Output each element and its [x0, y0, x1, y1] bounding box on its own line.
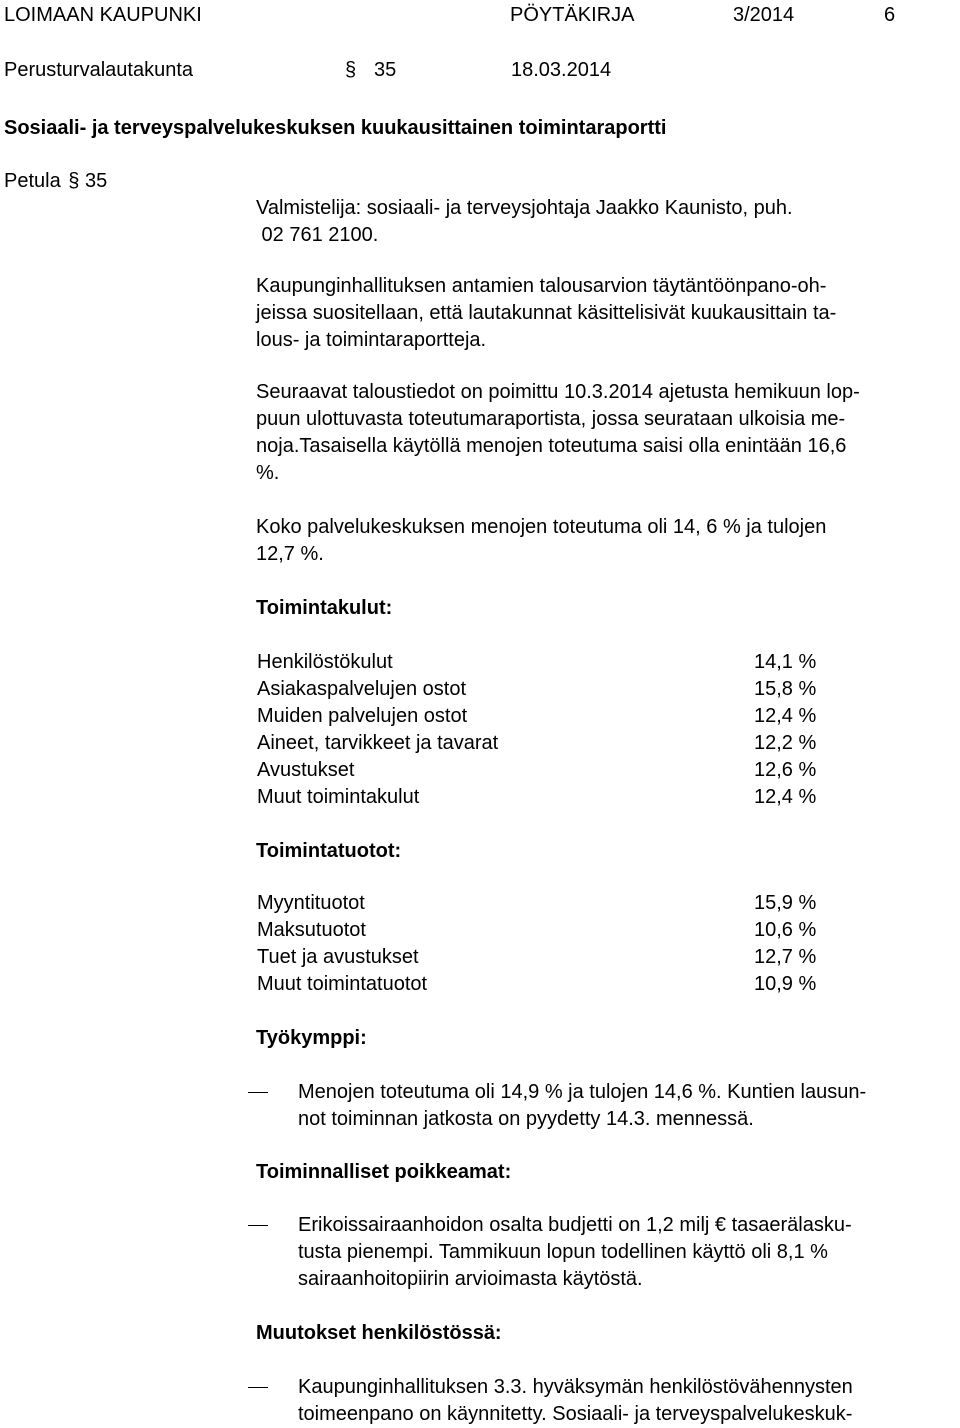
- paragraph-financial-source: [256, 379, 956, 487]
- row-label: Maksutuotot: [257, 919, 366, 941]
- reference-symbol: §: [68, 170, 80, 192]
- bullet-text: [298, 1374, 853, 1428]
- document-type: PÖYTÄKIRJA: [510, 4, 635, 26]
- reference-label: Petula: [4, 170, 61, 192]
- text-line: jeissa suositellaan, että lautakunnat käsittelisivät kuukausittain ta-: [256, 302, 837, 324]
- text-line: Erikoissairaanhoidon osalta budjetti on 1,2 milj € tasaerälasku-: [298, 1214, 852, 1236]
- row-label: Muiden palvelujen ostot: [257, 705, 468, 727]
- row-label: Myyntituotot: [257, 892, 365, 914]
- row-value: 15,9 %: [754, 892, 817, 914]
- table-row: [257, 890, 857, 917]
- text-line: puun ulottuvasta toteutumaraportista, jossa seurataan ulkoisia me-: [256, 408, 846, 430]
- text-line: Kaupunginhallituksen antamien talousarvion täytäntöönpano-oh-: [256, 275, 827, 297]
- table-row: [257, 703, 857, 730]
- text-line: %.: [256, 462, 280, 484]
- bullet-text: [298, 1212, 852, 1293]
- table-row: [257, 917, 857, 944]
- text-line: lous- ja toimintaraportteja.: [256, 329, 487, 351]
- text-line: not toiminnan jatkosta on pyydetty 14.3. mennessä.: [298, 1108, 754, 1130]
- heading-operating-income: Toimintatuotot:: [256, 840, 402, 862]
- text-line: toimeenpano on käynnitetty. Sosiaali- ja terveyspalvelukeskuk-: [298, 1403, 853, 1425]
- row-label: Muut toimintatuotot: [257, 973, 428, 995]
- preparer-line: Valmistelija: sosiaali- ja terveysjohtaja Jaakko Kaunisto, puh.: [256, 197, 793, 219]
- text-line: Kaupunginhallituksen 3.3. hyväksymän henkilöstövähennysten: [298, 1376, 853, 1398]
- text-line: Menojen toteutuma oli 14,9 % ja tulojen 14,6 %. Kuntien lausun-: [298, 1081, 867, 1103]
- row-label: Avustukset: [257, 759, 355, 781]
- reference: [4, 168, 107, 195]
- table-row: [257, 649, 857, 676]
- list-item: [248, 1079, 960, 1133]
- row-value: 14,1 %: [754, 651, 817, 673]
- table-row: [257, 944, 857, 971]
- paragraph-reporting-guidance: [256, 273, 956, 354]
- table-row: [257, 730, 857, 757]
- row-label: Tuet ja avustukset: [257, 946, 419, 968]
- heading-tyokymppi: Työkymppi:: [256, 1027, 367, 1049]
- row-value: 15,8 %: [754, 678, 817, 700]
- heading-operational-deviations: Toiminnalliset poikkeamat:: [256, 1161, 512, 1183]
- row-value: 12,4 %: [754, 786, 817, 808]
- row-value: 12,7 %: [754, 946, 817, 968]
- row-value: 10,9 %: [754, 973, 817, 995]
- row-value: 12,6 %: [754, 759, 817, 781]
- row-value: 10,6 %: [754, 919, 817, 941]
- org-name: LOIMAAN KAUPUNKI: [4, 4, 202, 26]
- dash-bullet-icon: [248, 1225, 268, 1226]
- dash-bullet-icon: [248, 1387, 268, 1388]
- row-label: Asiakaspalvelujen ostot: [257, 678, 467, 700]
- list-item: [248, 1374, 960, 1428]
- row-value: 12,2 %: [754, 732, 817, 754]
- table-row: [257, 971, 857, 998]
- preparer-line: 02 761 2100.: [256, 224, 379, 246]
- page-title: Sosiaali- ja terveyspalvelukeskuksen kuukausittainen toimintaraportti: [4, 117, 667, 139]
- preparer-info: [256, 195, 956, 249]
- row-value: 12,4 %: [754, 705, 817, 727]
- text-line: tusta pienempi. Tammikuun lopun todellinen käyttö oli 8,1 %: [298, 1241, 828, 1263]
- dash-bullet-icon: [248, 1092, 268, 1093]
- row-label: Aineet, tarvikkeet ja tavarat: [257, 732, 499, 754]
- text-line: Seuraavat taloustiedot on poimittu 10.3.2014 ajetusta hemikuun lop-: [256, 381, 860, 403]
- text-line: noja.Tasaisella käytöllä menojen toteutuma saisi olla enintään 16,6: [256, 435, 847, 457]
- heading-personnel-changes: Muutokset henkilöstössä:: [256, 1322, 502, 1344]
- reference-number: 35: [84, 170, 108, 192]
- paragraph-overall-realization: [256, 514, 956, 568]
- table-row: [257, 784, 857, 811]
- page-number: 6: [884, 4, 896, 26]
- row-label: Henkilöstökulut: [257, 651, 393, 673]
- row-label: Muut toimintakulut: [257, 786, 420, 808]
- meeting-date: 18.03.2014: [511, 59, 612, 81]
- text-line: Koko palvelukeskuksen menojen toteutuma oli 14, 6 % ja tulojen: [256, 516, 827, 538]
- document-number: 3/2014: [733, 4, 795, 26]
- bullet-text: [298, 1079, 866, 1133]
- table-row: [257, 676, 857, 703]
- table-row: [257, 757, 857, 784]
- list-item: [248, 1212, 960, 1293]
- board-name: Perusturvalautakunta: [4, 59, 194, 81]
- heading-operating-expenses: Toimintakulut:: [256, 597, 393, 619]
- section-symbol: §: [345, 59, 357, 81]
- text-line: 12,7 %.: [256, 543, 324, 565]
- text-line: sairaanhoitopiirin arvioimasta käytöstä.: [298, 1268, 643, 1290]
- section-number: 35: [374, 59, 397, 81]
